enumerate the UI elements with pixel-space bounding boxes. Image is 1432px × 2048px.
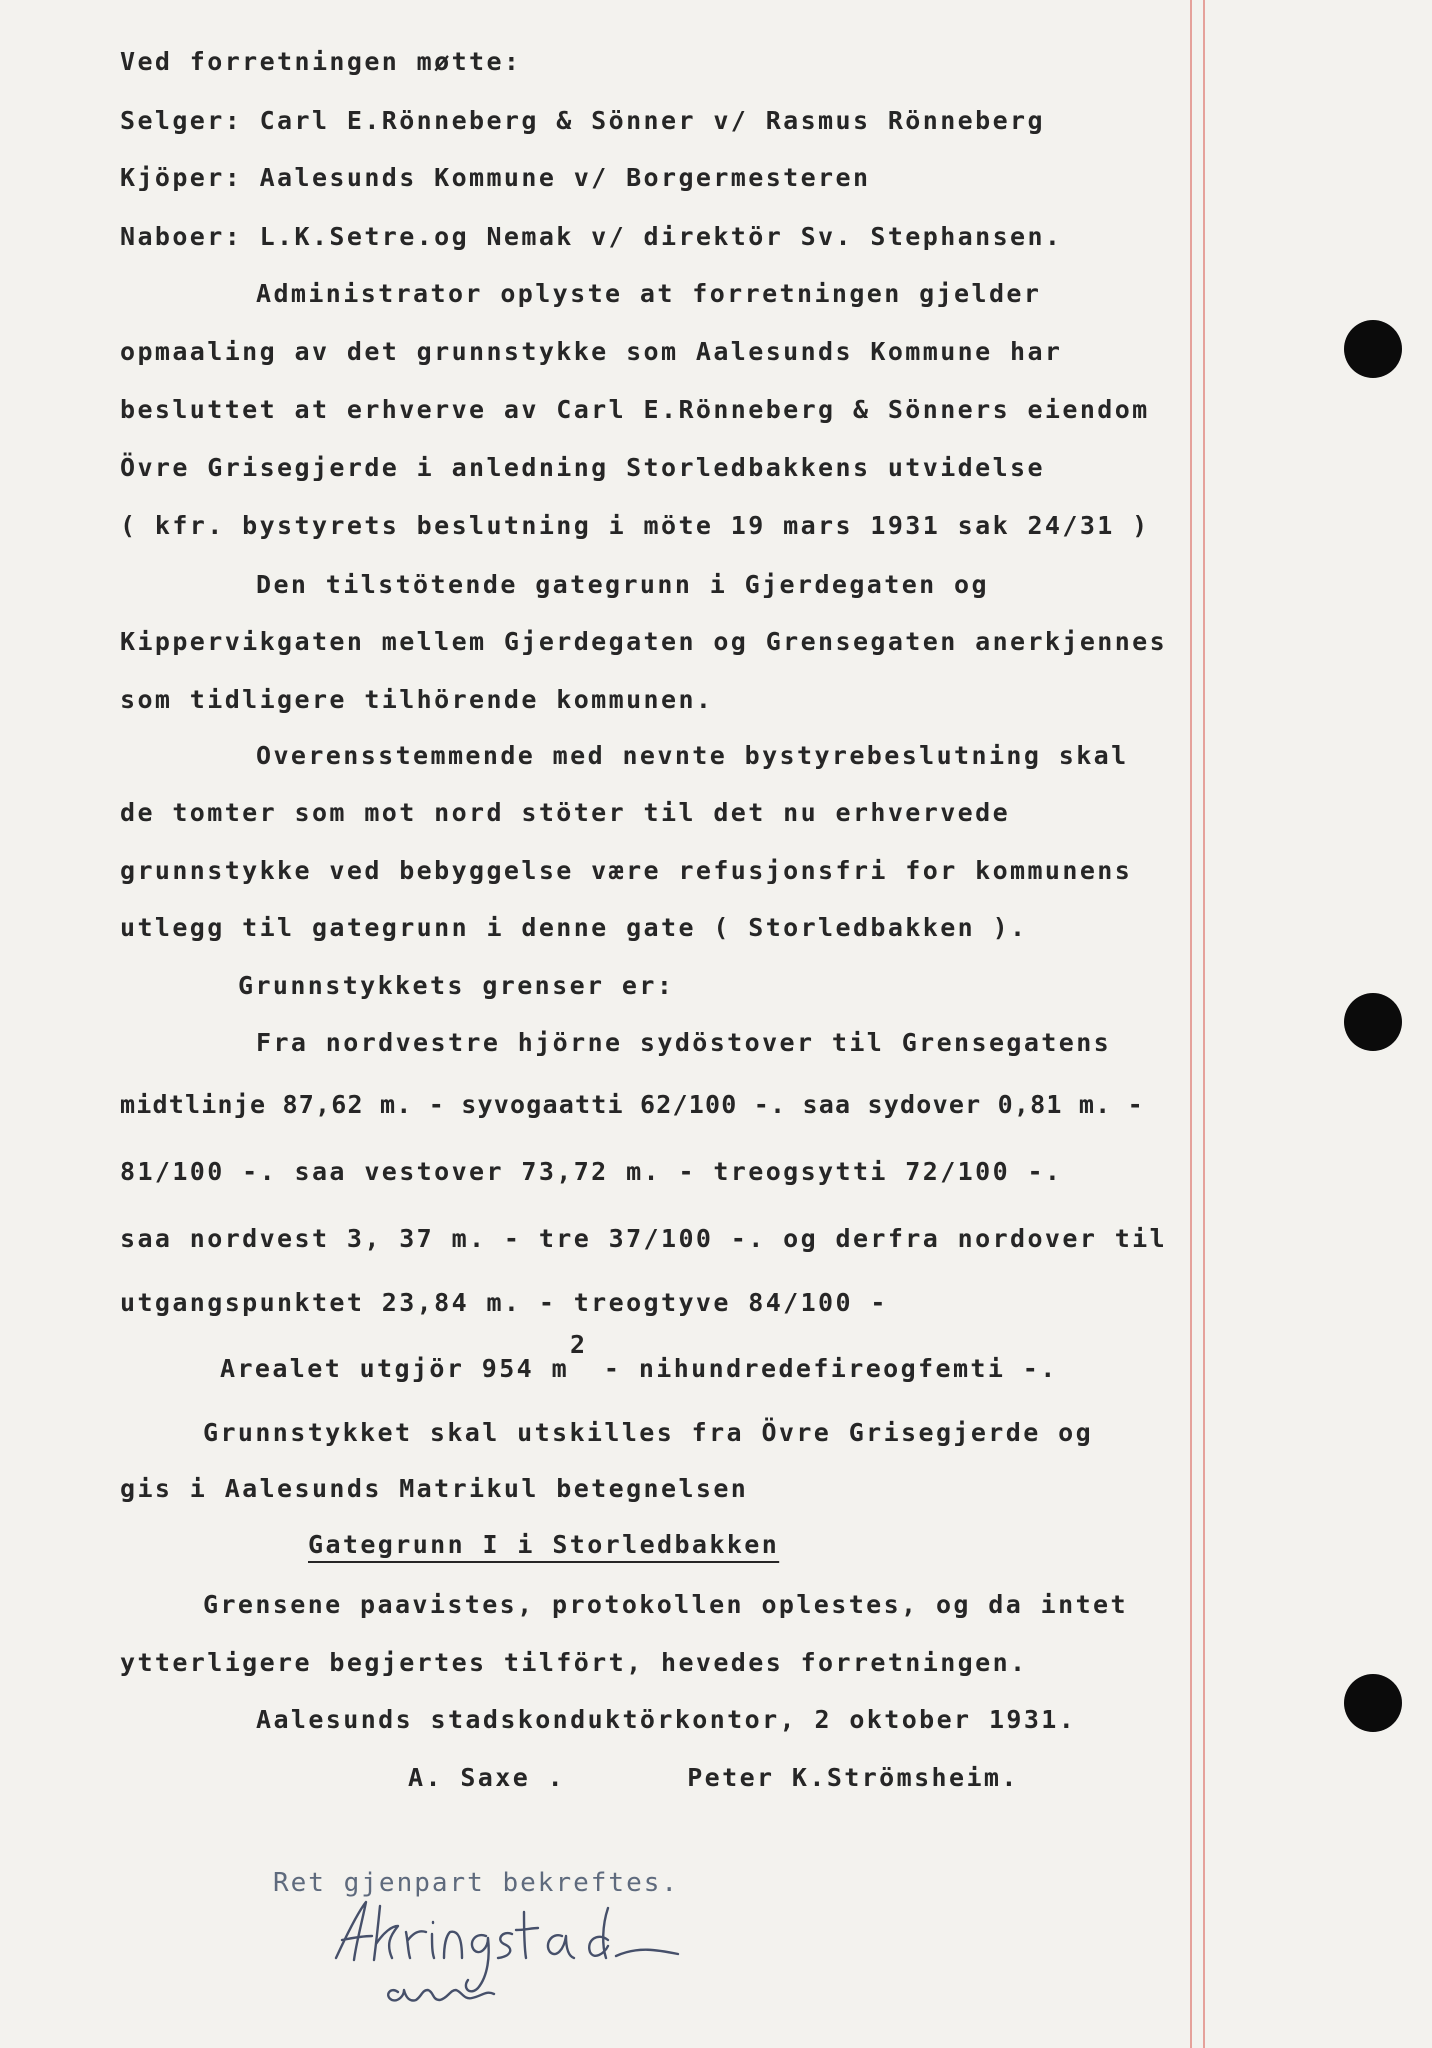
text-line: saa nordvest 3, 37 m. - tre 37/100 -. og derfra nordover til — [120, 1224, 1168, 1253]
text-line: ytterligere begjertes tilfört, hevedes forretningen. — [120, 1648, 1028, 1677]
text-line: Övre Grisegjerde i anledning Storledbakkens utvidelse — [120, 453, 1045, 482]
text-line: midtlinje 87,62 m. - syvogaatti 62/100 -. saa sydover 0,81 m. - — [120, 1090, 1144, 1119]
text-line: besluttet at erhverve av Carl E.Rönneberg & Sönners eiendom — [120, 395, 1150, 424]
text-line: Arealet utgjör 954 m - nihundredefireogfemti -. — [220, 1354, 1058, 1383]
handwritten-signature — [318, 1892, 738, 2012]
text-line: Grunnstykket skal utskilles fra Övre Grisegjerde og — [203, 1418, 1094, 1447]
text-line: Fra nordvestre hjörne sydöstover til Grensegatens — [256, 1028, 1112, 1057]
text-line: gis i Aalesunds Matrikul betegnelsen — [120, 1474, 749, 1503]
text-line: Naboer: L.K.Setre.og Nemak v/ direktör Sv. Stephansen. — [120, 222, 1063, 251]
text-line: Ved forretningen møtte: — [120, 47, 522, 76]
text-line: Administrator oplyste at forretningen gjelder — [256, 279, 1042, 308]
text-line: Overensstemmende med nevnte bystyrebeslutning skal — [256, 741, 1129, 770]
text-line: Kippervikgaten mellem Gjerdegaten og Grensegaten anerkjennes — [120, 627, 1168, 656]
text-line: Kjöper: Aalesunds Kommune v/ Borgermesteren — [120, 163, 871, 192]
certification-text: Ret gjenpart bekreftes. — [273, 1868, 680, 1898]
text-line: Aalesunds stadskonduktörkontor, 2 oktober 1931. — [256, 1705, 1077, 1734]
text-line: utgangspunktet 23,84 m. - treogtyve 84/100 - — [120, 1288, 888, 1317]
text-line: 81/100 -. saa vestover 73,72 m. - treogsytti 72/100 -. — [120, 1157, 1063, 1186]
parcel-name: Gategrunn I i Storledbakken — [308, 1530, 780, 1559]
text-line: grunnstykke ved bebyggelse være refusjonsfri for kommunens — [120, 856, 1133, 885]
text-line: som tidligere tilhörende kommunen. — [120, 685, 714, 714]
signatories-line: A. Saxe . Peter K.Strömsheim. — [408, 1763, 1019, 1792]
text-line: ( kfr. bystyrets beslutning i möte 19 mars 1931 sak 24/31 ) — [120, 511, 1150, 540]
punch-hole-middle — [1344, 993, 1402, 1051]
text-line: Grensene paavistes, protokollen oplestes, og da intet — [203, 1590, 1128, 1619]
text-line: Grunnstykkets grenser er: — [238, 971, 675, 1000]
text-line: utlegg til gategrunn i denne gate ( Storledbakken ). — [120, 913, 1028, 942]
punch-hole-bottom — [1344, 1674, 1402, 1732]
text-line: Selger: Carl E.Rönneberg & Sönner v/ Rasmus Rönneberg — [120, 106, 1045, 135]
text-line: de tomter som mot nord stöter til det nu erhvervede — [120, 798, 1011, 827]
margin-rule-right — [1203, 0, 1205, 2048]
text-line: opmaaling av det grunnstykke som Aalesunds Kommune har — [120, 337, 1063, 366]
margin-rule-left — [1190, 0, 1192, 2048]
punch-hole-top — [1344, 320, 1402, 378]
area-superscript: 2 — [570, 1330, 586, 1359]
text-line: Den tilstötende gategrunn i Gjerdegaten og — [256, 570, 989, 599]
